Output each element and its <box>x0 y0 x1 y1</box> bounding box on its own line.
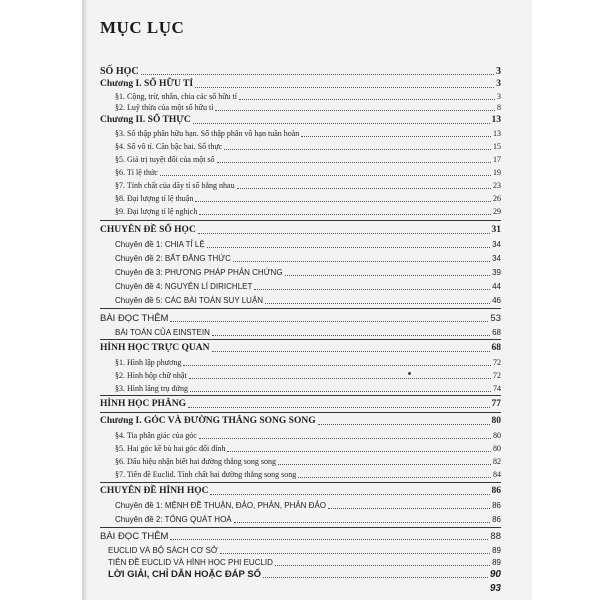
stray-dot <box>408 372 411 375</box>
dot-leader <box>227 451 491 452</box>
entry-page: 72 <box>493 358 501 367</box>
divider <box>100 395 501 396</box>
dot-leader <box>212 335 490 336</box>
toc-entry-topic <box>115 251 501 265</box>
entry-page: 82 <box>493 457 501 466</box>
entry-page: 44 <box>492 282 501 291</box>
entry-label: §7. Tính chất của dãy tỉ số bằng nhau <box>115 181 235 190</box>
entry-page: 3 <box>496 79 501 89</box>
toc-entry-section <box>115 355 501 369</box>
divider <box>100 220 501 221</box>
dot-leader <box>254 289 490 290</box>
toc-entry-hinh-hoc-phang <box>100 397 501 411</box>
entry-page: 68 <box>491 343 501 353</box>
entry-label: TIÊN ĐỀ EUCLID VÀ HÌNH HỌC PHI EUCLID <box>108 558 273 567</box>
entry-label: BÀI ĐỌC THÊM <box>100 313 169 324</box>
dot-leader <box>234 522 490 523</box>
entry-label: §4. Số vô tỉ. Căn bậc hai. Số thực <box>115 142 223 151</box>
entry-label: Chương I. GÓC VÀ ĐƯỜNG THẲNG SONG SONG <box>100 416 316 426</box>
toc-entry-so-hoc <box>100 64 501 78</box>
toc-entry-section <box>115 428 501 442</box>
entry-label: §1. Cộng, trừ, nhân, chia các số hữu tỉ <box>115 92 237 101</box>
toc-entry-section <box>115 204 501 218</box>
entry-label: §4. Tia phân giác của góc <box>115 431 197 440</box>
divider <box>100 308 501 309</box>
entry-page: 74 <box>493 384 501 393</box>
dot-leader <box>170 539 488 540</box>
dot-leader <box>198 233 490 234</box>
toc-entry-topic <box>115 498 501 512</box>
divider <box>100 482 501 483</box>
toc-entry-topic <box>115 237 501 251</box>
dot-leader <box>141 74 494 75</box>
dot-leader <box>199 438 491 439</box>
entry-page: 88 <box>490 531 501 542</box>
entry-label: EUCLID VÀ BỘ SÁCH CƠ SỞ <box>108 546 218 555</box>
entry-page: 80 <box>493 431 501 440</box>
toc-entry-section <box>115 467 501 481</box>
entry-page: 17 <box>493 155 501 164</box>
entry-page: 19 <box>493 168 501 177</box>
toc-entry-bai-doc-them-2 <box>100 529 501 543</box>
entry-page: 3 <box>496 66 501 77</box>
toc-entry-hinh-hoc-truc-quan <box>100 341 501 355</box>
entry-label: §2. Hình hộp chữ nhật <box>115 371 187 380</box>
dot-leader <box>160 175 491 176</box>
entry-label: BÀI ĐỌC THÊM <box>100 531 169 542</box>
toc-entry-section <box>115 381 501 395</box>
toc-entry-section <box>115 100 501 114</box>
toc-entry-section <box>115 165 501 179</box>
page-spine-shadow <box>82 0 88 600</box>
entry-page: 34 <box>492 254 501 263</box>
dot-leader <box>233 261 490 262</box>
entry-label: SỐ HỌC <box>100 66 139 77</box>
toc-entry-section <box>115 191 501 205</box>
dot-leader <box>188 407 489 408</box>
toc-entry-topic <box>115 279 501 293</box>
divider <box>100 339 501 340</box>
entry-page: 89 <box>492 546 501 555</box>
entry-page: 8 <box>497 103 501 112</box>
entry-label: Chuyên đề 2: TỔNG QUÁT HOÁ <box>115 515 232 524</box>
entry-label: §6. Tỉ lệ thức <box>115 168 158 177</box>
entry-page: 86 <box>492 515 501 524</box>
toc-entry-chuyen-de-hinh-hoc <box>100 484 501 498</box>
entry-label: §8. Đại lượng tỉ lệ thuận <box>115 194 194 203</box>
divider <box>100 527 501 528</box>
entry-label: CHUYÊN ĐỀ SỐ HỌC <box>100 225 196 235</box>
entry-page: 84 <box>493 470 501 479</box>
toc-entry-bai-doc-them <box>100 311 501 325</box>
entry-label: Chuyên đề 5: CÁC BÀI TOÁN SUY LUẬN <box>115 296 264 305</box>
dot-leader <box>220 553 490 554</box>
entry-label: CHUYÊN ĐỀ HÌNH HỌC <box>100 486 209 496</box>
toc-entry-topic <box>115 325 501 339</box>
toc-entry-loi-giai <box>108 567 501 581</box>
entry-page: 90 <box>489 569 501 580</box>
entry-page: 89 <box>492 558 501 567</box>
entry-page: 86 <box>492 501 501 510</box>
dot-leader <box>265 303 490 304</box>
dot-leader <box>318 424 490 425</box>
toc-entry-section <box>115 454 501 468</box>
dot-leader <box>195 87 494 88</box>
dot-leader <box>285 275 491 276</box>
entry-page: 80 <box>491 416 501 426</box>
entry-page: 15 <box>493 142 501 151</box>
toc-entry-section <box>115 441 501 455</box>
entry-page: 26 <box>493 194 501 203</box>
dot-leader <box>195 201 491 202</box>
entry-page: 46 <box>492 296 501 305</box>
entry-label: §3. Số thập phân hữu hạn. Số thập phân vô hạn tuần hoàn <box>115 129 300 138</box>
entry-label: Chương I. SỐ HỮU TỈ <box>100 79 194 89</box>
entry-label: Chuyên đề 2: BẤT ĐẲNG THỨC <box>115 254 231 263</box>
toc-entry-chuyen-de-so-hoc <box>100 223 501 237</box>
dot-leader <box>212 351 490 352</box>
dot-leader <box>224 149 491 150</box>
entry-page: 13 <box>493 129 501 138</box>
entry-label: §6. Dấu hiệu nhận biết hai đường thẳng song song <box>115 457 276 466</box>
dot-leader <box>199 214 491 215</box>
entry-label: §5. Hai góc kề bù hai góc đối đỉnh <box>115 444 226 453</box>
entry-label: §9. Đại lượng tỉ lệ nghịch <box>115 207 198 216</box>
dot-leader <box>210 494 489 495</box>
entry-page: 53 <box>490 313 501 324</box>
page-title: MỤC LỤC <box>100 18 185 37</box>
dot-leader <box>275 565 490 566</box>
toc-entry-topic <box>115 293 501 307</box>
entry-page: 80 <box>493 444 501 453</box>
entry-label: HÌNH HỌC TRỰC QUAN <box>100 343 210 353</box>
entry-label: Chuyên đề 1: CHIA TỈ LỆ <box>115 240 205 249</box>
toc-entry-section <box>115 368 501 382</box>
entry-label: §2. Luỹ thừa của một số hữu tỉ <box>115 103 214 112</box>
entry-page: 23 <box>493 181 501 190</box>
dot-leader <box>278 464 491 465</box>
divider <box>100 412 501 413</box>
dot-leader <box>328 508 490 509</box>
toc-entry-section <box>115 178 501 192</box>
dot-leader <box>189 378 491 379</box>
dot-leader <box>237 188 491 189</box>
dot-leader <box>215 110 495 111</box>
entry-label: HÌNH HỌC PHẲNG <box>100 399 187 409</box>
dot-leader <box>183 365 491 366</box>
toc-entry-topic <box>115 265 501 279</box>
entry-label: §1. Hình lập phương <box>115 358 182 367</box>
entry-page: 13 <box>491 115 501 125</box>
entry-page: 68 <box>492 328 501 337</box>
entry-label: LỜI GIẢI, CHỈ DẪN HOẶC ĐÁP SỐ <box>108 569 262 580</box>
dot-leader <box>207 247 490 248</box>
entry-page: 77 <box>491 399 501 409</box>
dot-leader <box>170 321 488 322</box>
entry-page: 3 <box>497 92 501 101</box>
entry-label: Chuyên đề 3: PHƯƠNG PHÁP PHẢN CHỨNG <box>115 268 283 277</box>
toc-entry-section <box>115 139 501 153</box>
entry-page: 34 <box>492 240 501 249</box>
entry-label: Chương II. SỐ THỰC <box>100 115 191 125</box>
entry-page: 93 <box>489 583 501 594</box>
entry-page: 39 <box>492 268 501 277</box>
entry-label: Chuyên đề 4: NGUYÊN LÍ DIRICHLET <box>115 282 253 291</box>
entry-label: Chuyên đề 1: MỆNH ĐỀ THUẬN, ĐẢO, PHẢN, PHẢN ĐẢO <box>115 501 327 510</box>
toc-entry-chapter-goc <box>100 414 501 428</box>
entry-label: §5. Giá trị tuyệt đối của một số <box>115 155 215 164</box>
toc-entry-section <box>115 126 501 140</box>
dot-leader <box>193 123 490 124</box>
dot-leader <box>263 577 488 578</box>
entry-page: 29 <box>493 207 501 216</box>
entry-page: 31 <box>491 225 501 235</box>
entry-label: §7. Tiên đề Euclid. Tính chất hai đường thẳng song song <box>115 470 297 479</box>
dot-leader <box>301 136 491 137</box>
entry-page: 86 <box>491 486 501 496</box>
toc-entry-topic <box>115 512 501 526</box>
dot-leader <box>217 162 491 163</box>
entry-label: §3. Hình lăng trụ đứng <box>115 384 188 393</box>
toc-entry-last-page <box>470 581 501 595</box>
toc-entry-chapter-2 <box>100 113 501 127</box>
toc-entry-section <box>115 152 501 166</box>
dot-leader <box>190 391 491 392</box>
entry-page: 72 <box>493 371 501 380</box>
dot-leader <box>298 477 491 478</box>
entry-label: BÀI TOÁN CỦA EINSTEIN <box>115 328 210 337</box>
